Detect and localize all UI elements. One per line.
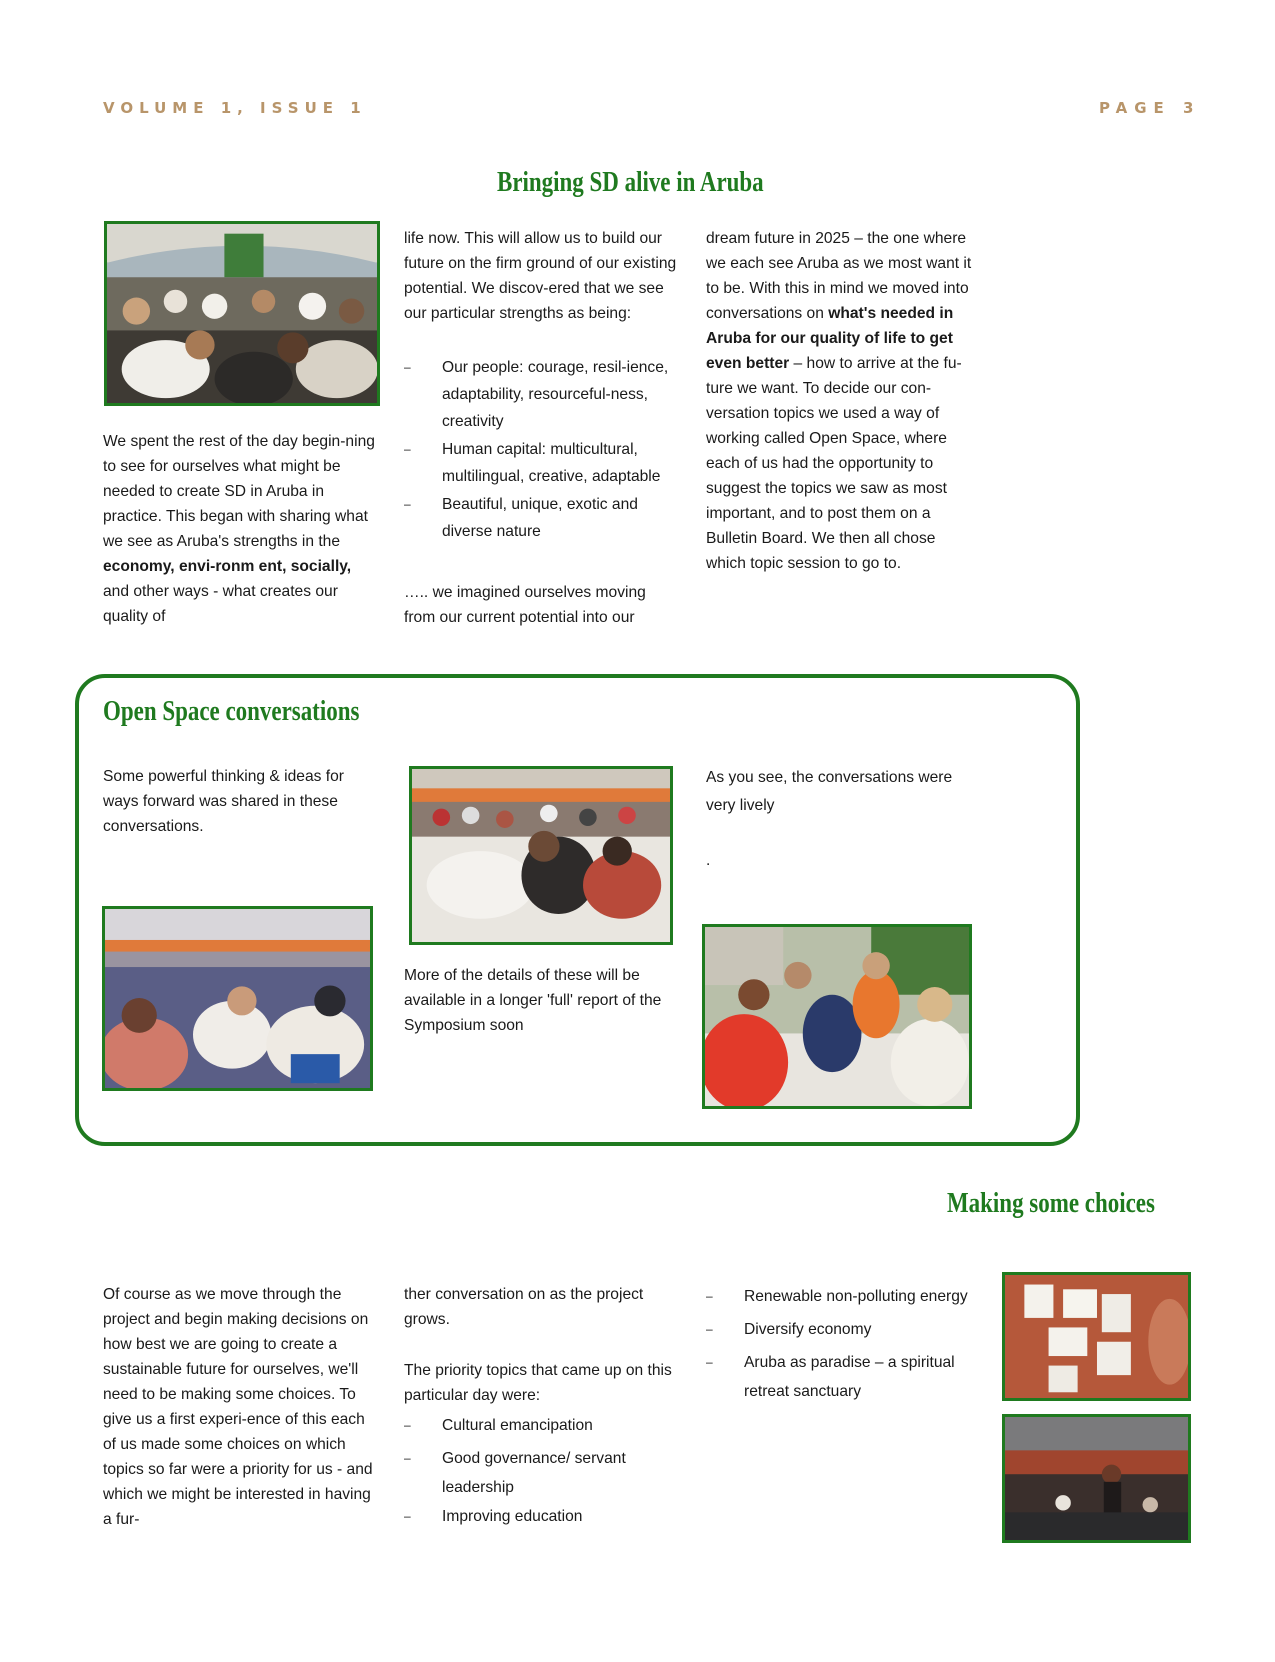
workshop-photo-2 xyxy=(409,766,673,945)
section1-col3-bold: what's needed in Aruba for our quality of life to get even better xyxy=(706,305,954,372)
section1-col3-part2: – how to arrive at the fu-ture we want. To decide our con-versation topics we used a way of working called Open Space, where each of us had the opportunity to suggest the topics we saw as most important, and to post them on a Bulletin Board. We then all chose which topic session to go to. xyxy=(706,355,962,572)
priority-topics-list-a xyxy=(404,1411,679,1531)
list-item: – Our people: courage, resil-ience, adaptability, resourceful-ness, creativity xyxy=(404,354,679,435)
workshop-photo-4 xyxy=(702,924,972,1109)
list-item: – Aruba as paradise – a spiritual retreat sanctuary xyxy=(706,1348,996,1406)
page-number: PAGE 3 xyxy=(1099,99,1201,117)
section1-col2-intro: life now. This will allow us to build our future on the firm ground of our existing potential. We discov-ered that we see our particular strengths as being: xyxy=(404,230,677,322)
section2-col3-dot: . xyxy=(706,852,711,869)
section3-col2-intro: ther conversation on as the project grows. xyxy=(404,1286,644,1328)
section2-col3-text: As you see, the conversations were very lively xyxy=(706,769,953,814)
priority-topics-list-b xyxy=(706,1282,996,1406)
section2-col1-text: Some powerful thinking & ideas for ways forward was shared in these conversations. xyxy=(103,768,344,835)
section1-col2-outro: ….. we imagined ourselves moving from our current potential into our xyxy=(404,584,646,626)
strengths-list xyxy=(404,354,679,545)
section3-col1-text: Of course as we move through the project and begin making decisions on how best we are going to create a sustainable future for ourselves, we'll need to be making some choices. To give us a first experi-ence of this each of us made some choices on which topics so far were a priority for us - and which we might be interested in having a fur- xyxy=(103,1286,373,1528)
section-title-bringing-sd: Bringing SD alive in Aruba xyxy=(497,167,764,198)
section3-col2-priority: The priority topics that came up on this particular day were: xyxy=(404,1362,672,1404)
list-item: – Renewable non-polluting energy xyxy=(706,1282,996,1311)
section1-col1-text xyxy=(103,429,378,629)
section-title-making-choices: Making some choices xyxy=(947,1188,1155,1219)
list-item: – Good governance/ servant leadership xyxy=(404,1444,679,1502)
workshop-photo-1 xyxy=(104,221,380,406)
section1-col3-part1: dream future in 2025 – the one where we each see Aruba as we most want it to be. With this in mind we moved into conversations on xyxy=(706,230,972,322)
list-item: – Improving education xyxy=(404,1502,679,1531)
list-item: – Cultural emancipation xyxy=(404,1411,679,1440)
bulletin-board-photo xyxy=(1002,1272,1191,1401)
section1-col3-text xyxy=(706,226,978,576)
section1-col1-part1: We spent the rest of the day begin-ning to see for ourselves what might be needed to create SD in Aruba in practice. This began with sharing what we see as Aruba's strengths in the xyxy=(103,433,375,550)
section1-col1-part2: and other ways - what creates our quality of xyxy=(103,583,338,625)
section2-col2-text: More of the details of these will be available in a longer 'full' report of the Symposium soon xyxy=(404,967,662,1034)
volume-issue-header: VOLUME 1, ISSUE 1 xyxy=(103,99,367,117)
list-item: – Human capital: multicultural, multilingual, creative, adaptable xyxy=(404,436,679,490)
section-title-open-space: Open Space conversations xyxy=(103,696,360,727)
list-item: – Diversify economy xyxy=(706,1315,996,1344)
session-photo xyxy=(1002,1414,1191,1543)
workshop-photo-3 xyxy=(102,906,373,1091)
list-item: – Beautiful, unique, exotic and diverse nature xyxy=(404,491,679,545)
section1-col1-bold: economy, envi-ronm ent, socially, xyxy=(103,558,352,575)
